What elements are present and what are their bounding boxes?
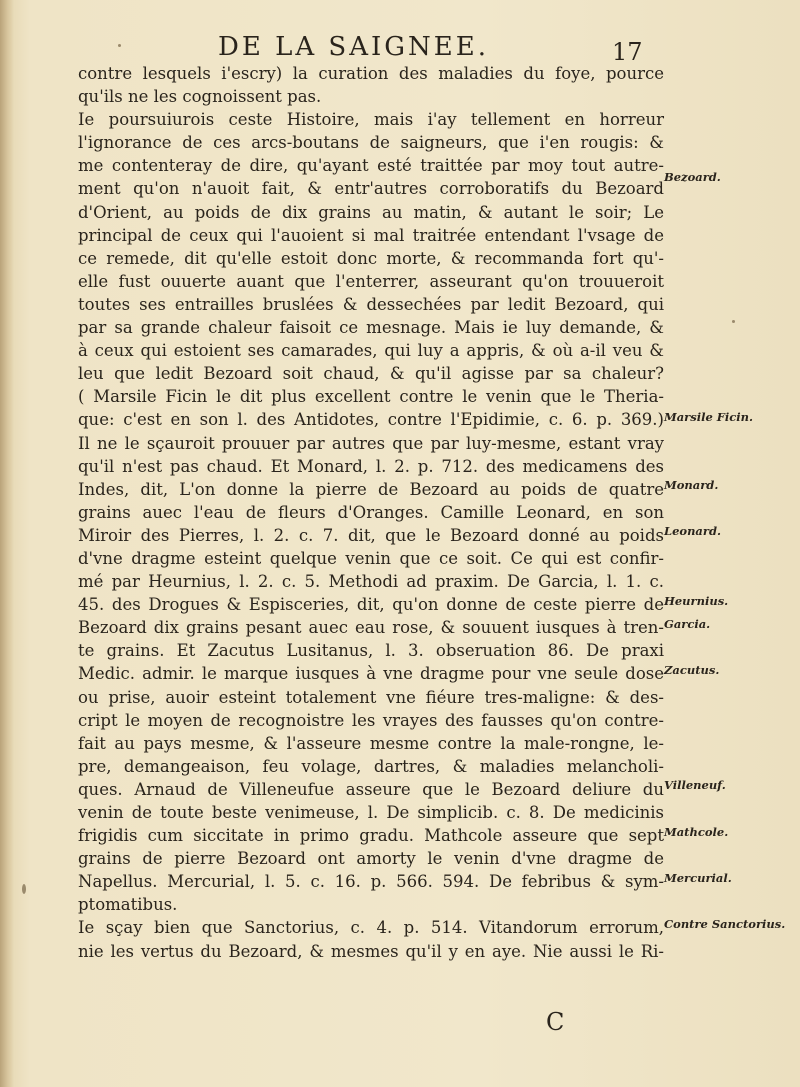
text-line: mé par Heurnius, l. 2. c. 5. Methodi ad praxim. De Garcia, l. 1. c. xyxy=(78,572,664,592)
text-line: d'Orient, au poids de dix grains au matin, & autant le soir; Le xyxy=(78,202,664,222)
text-line: nie les vertus du Bezoard, & mesmes qu'il y en aye. Nie aussi le Ri- xyxy=(78,941,664,961)
text-line: Ie poursuiurois ceste Histoire, mais i'ay tellement en horreur xyxy=(78,110,664,130)
text-line: qu'il n'est pas chaud. Et Monard, l. 2. p. 712. des medicamens des xyxy=(78,456,664,476)
text-line: ques. Arnaud de Villeneufue asseure que le Bezoard deliure du xyxy=(78,779,664,799)
text-line: que: c'est en son l. des Antidotes, contre l'Epidimie, c. 6. p. 369.) xyxy=(78,410,664,430)
text-line: qu'ils ne les cognoissent pas. xyxy=(78,87,322,107)
margin-note: Garcia. xyxy=(664,617,711,631)
running-title: DE LA SAIGNEE. xyxy=(218,32,489,62)
text-line: Bezoard dix grains pesant auec eau rose, & souuent iusques à tren- xyxy=(78,618,664,638)
text-line: cript le moyen de recognoistre les vrayes des fausses qu'on contre- xyxy=(78,710,664,730)
margin-note: Mercurial. xyxy=(664,871,732,885)
catchword: C xyxy=(546,1008,565,1036)
margin-note: Marsile Ficin. xyxy=(664,410,754,424)
text-line: ptomatibus. xyxy=(78,895,178,915)
text-line: Il ne le sçauroit prouuer par autres que par luy-mesme, estant vray xyxy=(78,433,664,453)
text-line: contre lesquels i'escry) la curation des maladies du foye, pource xyxy=(78,64,664,83)
text-line: Napellus. Mercurial, l. 5. c. 16. p. 566. 594. De febribus & sym- xyxy=(78,872,664,892)
page-binding-shadow xyxy=(0,0,14,1087)
text-line: l'ignorance de ces arcs-boutans de saigneurs, que i'en rougis: & xyxy=(78,133,664,153)
text-line: Medic. admir. le marque iusques à vne dragme pour vne seule dose xyxy=(78,664,664,684)
text-line: grains auec l'eau de fleurs d'Oranges. Camille Leonard, en son xyxy=(78,502,664,522)
text-line: toutes ses entrailles bruslées & dessechées par ledit Bezoard, qui xyxy=(78,294,664,314)
margin-note: Villeneuf. xyxy=(664,778,726,792)
text-line: pre, demangeaison, feu volage, dartres, & maladies melancholi- xyxy=(78,756,664,776)
ink-speck xyxy=(118,44,121,47)
margin-note: Bezoard. xyxy=(664,170,721,184)
text-line: ce remede, dit qu'elle estoit donc morte, & recommanda fort qu'- xyxy=(78,248,664,268)
text-line: principal de ceux qui l'auoient si mal traitrée entendant l'vsage de xyxy=(78,225,664,245)
margin-note: Monard. xyxy=(664,478,719,492)
page-number: 17 xyxy=(612,38,643,66)
margin-note: Leonard. xyxy=(664,524,721,538)
ink-speck xyxy=(22,884,26,894)
text-line: elle fust ouuerte auant que l'enterrer, asseurant qu'on trouueroit xyxy=(78,271,664,291)
text-line: frigidis cum siccitate in primo gradu. Mathcole asseure que sept xyxy=(78,826,664,846)
margin-note: Heurnius. xyxy=(664,594,729,608)
text-line: Indes, dit, L'on donne la pierre de Bezoard au poids de quatre xyxy=(78,479,664,499)
text-line: ( Marsile Ficin le dit plus excellent contre le venin que le Theria- xyxy=(78,387,664,407)
text-line: venin de toute beste venimeuse, l. De simplicib. c. 8. De medicinis xyxy=(78,803,664,822)
text-line: à ceux qui estoient ses camarades, qui luy a appris, & où a-il veu & xyxy=(78,341,664,361)
text-line: me contenteray de dire, qu'ayant esté traittée par moy tout autre- xyxy=(78,156,664,176)
body-text xyxy=(78,62,664,963)
text-line: 45. des Drogues & Espisceries, dit, qu'on donne de ceste pierre de xyxy=(78,595,664,615)
text-line: leu que ledit Bezoard soit chaud, & qu'il agisse par sa chaleur? xyxy=(78,364,664,384)
text-line: par sa grande chaleur faisoit ce mesnage. Mais ie luy demande, & xyxy=(78,318,664,338)
margin-note: Contre Sanctorius. xyxy=(664,917,786,931)
text-line: Ie sçay bien que Sanctorius, c. 4. p. 514. Vitandorum errorum, xyxy=(78,918,664,938)
text-line: d'vne dragme esteint quelque venin que ce soit. Ce qui est confir- xyxy=(78,548,664,568)
text-line: ment qu'on n'auoit fait, & entr'autres corroboratifs du Bezoard xyxy=(78,179,664,199)
text-line: Miroir des Pierres, l. 2. c. 7. dit, que le Bezoard donné au poids xyxy=(78,525,664,545)
margin-note: Zacutus. xyxy=(664,663,720,677)
ink-speck xyxy=(732,320,735,323)
text-line: fait au pays mesme, & l'asseure mesme contre la male-rongne, le- xyxy=(78,733,664,753)
margin-note: Mathcole. xyxy=(664,825,729,839)
text-line: ou prise, auoir esteint totalement vne fiéure tres-maligne: & des- xyxy=(78,687,664,707)
text-line: te grains. Et Zacutus Lusitanus, l. 3. obseruation 86. De praxi xyxy=(78,641,664,661)
text-line: grains de pierre Bezoard ont amorty le venin d'vne dragme de xyxy=(78,849,664,869)
